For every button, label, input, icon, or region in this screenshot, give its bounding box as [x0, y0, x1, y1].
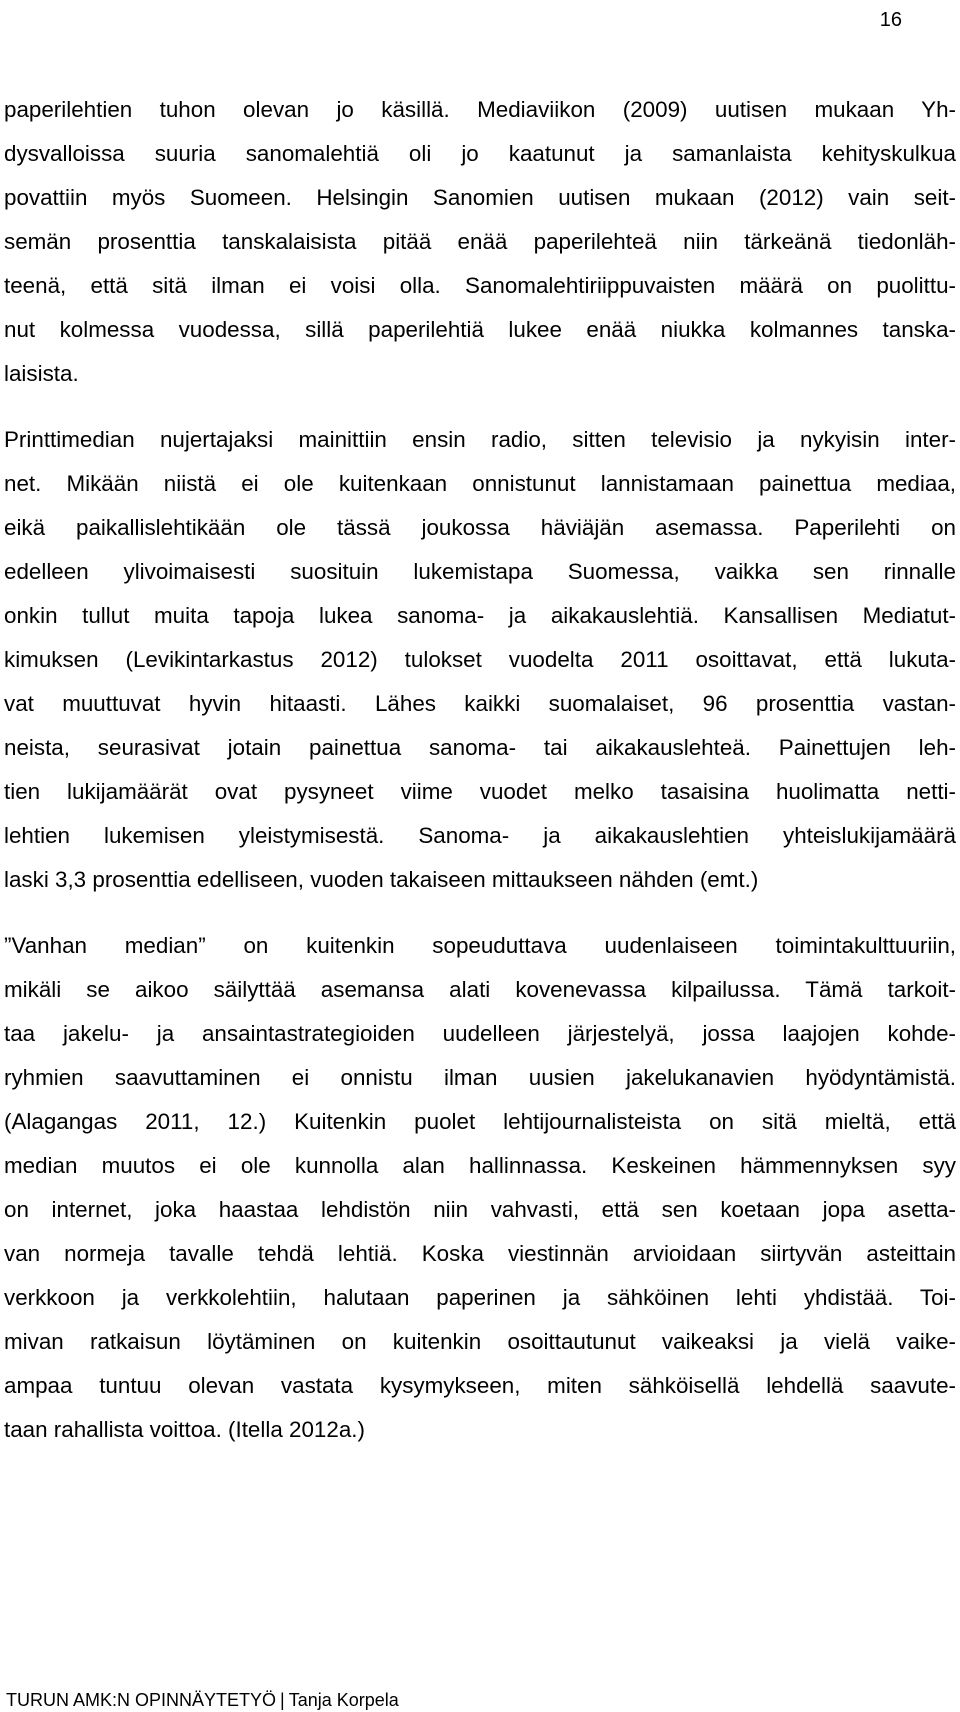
- text-line: on internet, joka haastaa lehdistön niin vahvasti, että sen koetaan jopa asetta-: [4, 1197, 956, 1222]
- text-line: ”Vanhan median” on kuitenkin sopeuduttava uudenlaiseen toimintakulttuuriin,: [4, 933, 956, 958]
- text-line: mivan ratkaisun löytäminen on kuitenkin osoittautunut vaikeaksi ja vielä vaike-: [4, 1329, 956, 1354]
- text-line: Printtimedian nujertajaksi mainittiin ensin radio, sitten televisio ja nykyisin inter-: [4, 427, 956, 452]
- text-line: van normeja tavalle tehdä lehtiä. Koska viestinnän arvioidaan siirtyvän asteittain: [4, 1241, 956, 1266]
- text-line: taa jakelu- ja ansaintastrategioiden uudelleen järjestelyä, jossa laajojen kohde-: [4, 1021, 956, 1046]
- footer-separator: |: [280, 1690, 285, 1710]
- footer-institution: TURUN AMK:N OPINNÄYTETYÖ: [6, 1690, 277, 1710]
- text-line: paperilehtien tuhon olevan jo käsillä. Mediaviikon (2009) uutisen mukaan Yh-: [4, 97, 956, 122]
- text-line: mikäli se aikoo säilyttää asemansa alati kovenevassa kilpailussa. Tämä tarkoit-: [4, 977, 956, 1002]
- text-line: edelleen ylivoimaisesti suosituin lukemistapa Suomessa, vaikka sen rinnalle: [4, 559, 956, 584]
- text-line: net. Mikään niistä ei ole kuitenkaan onnistunut lannistamaan painettua mediaa,: [4, 471, 956, 496]
- text-line: povattiin myös Suomeen. Helsingin Sanomien uutisen mukaan (2012) vain seit-: [4, 185, 956, 210]
- text-line: vat muuttuvat hyvin hitaasti. Lähes kaikki suomalaiset, 96 prosenttia vastan-: [4, 691, 956, 716]
- text-line: (Alagangas 2011, 12.) Kuitenkin puolet lehtijournalisteista on sitä mieltä, että: [4, 1109, 956, 1134]
- text-line: lehtien lukemisen yleistymisestä. Sanoma- ja aikakauslehtien yhteislukijamäärä: [4, 823, 956, 848]
- text-line: kimuksen (Levikintarkastus 2012) tulokset vuodelta 2011 osoittavat, että lukuta-: [4, 647, 956, 672]
- text-line: laski 3,3 prosenttia edelliseen, vuoden takaiseen mittaukseen nähden (emt.): [4, 867, 759, 892]
- text-line: nut kolmessa vuodessa, sillä paperilehtiä lukee enää niukka kolmannes tanska-: [4, 317, 956, 342]
- footer-author: Tanja Korpela: [288, 1690, 399, 1710]
- text-line: teenä, että sitä ilman ei voisi olla. Sanomalehtiriippuvaisten määrä on puolittu-: [4, 273, 956, 298]
- text-line: laisista.: [4, 361, 79, 386]
- text-line: tien lukijamäärät ovat pysyneet viime vuodet melko tasaisina huolimatta netti-: [4, 779, 956, 804]
- text-line: neista, seurasivat jotain painettua sanoma- tai aikakauslehteä. Painettujen leh-: [4, 735, 956, 760]
- text-line: onkin tullut muita tapoja lukea sanoma- ja aikakauslehtiä. Kansallisen Mediatut-: [4, 603, 956, 628]
- text-line: ryhmien saavuttaminen ei onnistu ilman uusien jakelukanavien hyödyntämistä.: [4, 1065, 956, 1090]
- text-line: ampaa tuntuu olevan vastata kysymykseen, miten sähköisellä lehdellä saavute-: [4, 1373, 956, 1398]
- text-line: semän prosenttia tanskalaisista pitää enää paperilehteä niin tärkeänä tiedonläh-: [4, 229, 956, 254]
- page-number: 16: [879, 9, 902, 31]
- text-line: dysvalloissa suuria sanomalehtiä oli jo kaatunut ja samanlaista kehityskulkua: [4, 141, 956, 166]
- text-line: taan rahallista voittoa. (Itella 2012a.): [4, 1417, 365, 1442]
- text-line: median muutos ei ole kunnolla alan hallinnassa. Keskeinen hämmennyksen syy: [4, 1153, 956, 1178]
- text-line: verkkoon ja verkkolehtiin, halutaan paperinen ja sähköinen lehti yhdistää. Toi-: [4, 1285, 956, 1310]
- text-line: eikä paikallislehtikään ole tässä joukossa häviäjän asemassa. Paperilehti on: [4, 515, 956, 540]
- page-footer: [6, 1689, 399, 1711]
